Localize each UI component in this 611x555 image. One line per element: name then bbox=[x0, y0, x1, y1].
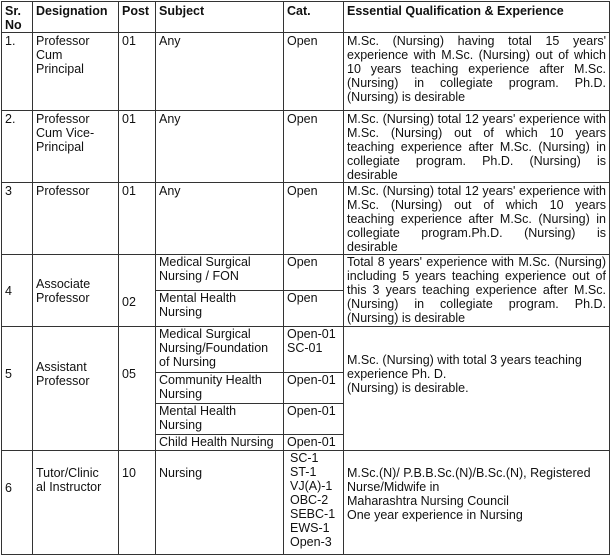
post-cell: 01 bbox=[119, 111, 156, 183]
cat-cell: Open bbox=[284, 255, 344, 291]
designation-cell: Tutor/Clinic al Instructor bbox=[33, 451, 119, 555]
table-row bbox=[2, 327, 610, 373]
post-cell: 01 bbox=[119, 33, 156, 111]
cat-cell: Open-01 bbox=[284, 435, 344, 451]
designation-cell: Assistant Professor bbox=[33, 327, 119, 451]
sr-cell: 2. bbox=[2, 111, 33, 183]
cat-cell: Open bbox=[284, 33, 344, 111]
table-row bbox=[2, 451, 610, 555]
designation-cell: Professor Cum Principal bbox=[33, 33, 119, 111]
subject-cell: Nursing bbox=[156, 451, 284, 555]
cat-cell: Open bbox=[284, 111, 344, 183]
sr-cell: 6 bbox=[2, 451, 33, 555]
table-row bbox=[2, 111, 610, 183]
subject-cell: Any bbox=[156, 183, 284, 255]
qualification-cell: M.Sc.(N)/ P.B.B.Sc.(N)/B.Sc.(N), Registered Nurse/Midwife in Maharashtra Nursing Council One year experience in Nursing bbox=[344, 451, 610, 555]
designation-cell: Associate Professor bbox=[33, 255, 119, 327]
subject-cell: Any bbox=[156, 33, 284, 111]
qualification-cell: Total 8 years' experience with M.Sc. (Nursing) including 5 years teaching experience out of this 3 years teaching experience after M.Sc. (Nursing) in collegiate program. Ph.D. (Nursing) is desirable bbox=[344, 255, 610, 327]
post-cell: 10 bbox=[119, 451, 156, 555]
header-subject: Subject bbox=[156, 2, 284, 33]
table-row bbox=[2, 255, 610, 291]
subject-cell: Medical Surgical Nursing / FON bbox=[156, 255, 284, 291]
cat-cell: SC-1 ST-1 VJ(A)-1 OBC-2 SEBC-1 EWS-1 Open-3 bbox=[284, 451, 344, 555]
recruitment-table bbox=[1, 1, 610, 555]
subject-cell: Mental Health Nursing bbox=[156, 291, 284, 327]
designation-cell: Professor bbox=[33, 183, 119, 255]
qualification-cell: M.Sc. (Nursing) total 12 years' experience with M.Sc. (Nursing) out of which 10 years teaching experience after M.Sc. (Nursing) in collegiate program.Ph.D. (Nursing) is desirable bbox=[344, 183, 610, 255]
sr-cell: 3 bbox=[2, 183, 33, 255]
qualification-cell: M.Sc. (Nursing) having total 15 years' experience with M.Sc. (Nursing) out of which 10 years teaching experience after M.Sc. (Nursing) in collegiate program. Ph.D. (Nursing) is desirable bbox=[344, 33, 610, 111]
subject-cell: Child Health Nursing bbox=[156, 435, 284, 451]
post-cell: 05 bbox=[119, 327, 156, 451]
post-cell: 02 bbox=[119, 255, 156, 327]
post-cell: 01 bbox=[119, 183, 156, 255]
qualification-cell: M.Sc. (Nursing) with total 3 years teaching experience Ph. D. (Nursing) is desirable. bbox=[344, 327, 610, 451]
header-qualification: Essential Qualification & Experience bbox=[344, 2, 610, 33]
subject-cell: Community Health Nursing bbox=[156, 373, 284, 404]
sr-cell: 4 bbox=[2, 255, 33, 327]
header-sr: Sr. No bbox=[2, 2, 33, 33]
subject-cell: Any bbox=[156, 111, 284, 183]
header-row bbox=[2, 2, 610, 33]
subject-cell: Medical Surgical Nursing/Foundation of Nursing bbox=[156, 327, 284, 373]
qualification-cell: M.Sc. (Nursing) total 12 years' experience with M.Sc. (Nursing) out of which 10 years teaching experience after M.Sc. (Nursing) in collegiate program. Ph.D. (Nursing) is desirable bbox=[344, 111, 610, 183]
table-row bbox=[2, 33, 610, 111]
header-designation: Designation bbox=[33, 2, 119, 33]
cat-cell: Open bbox=[284, 291, 344, 327]
header-cat: Cat. bbox=[284, 2, 344, 33]
sr-cell: 5 bbox=[2, 327, 33, 451]
header-post: Post bbox=[119, 2, 156, 33]
cat-cell: Open bbox=[284, 183, 344, 255]
cat-cell: Open-01 SC-01 bbox=[284, 327, 344, 373]
table-row bbox=[2, 183, 610, 255]
sr-cell: 1. bbox=[2, 33, 33, 111]
subject-cell: Mental Health Nursing bbox=[156, 404, 284, 435]
designation-cell: Professor Cum Vice- Principal bbox=[33, 111, 119, 183]
cat-cell: Open-01 bbox=[284, 404, 344, 435]
cat-cell: Open-01 bbox=[284, 373, 344, 404]
